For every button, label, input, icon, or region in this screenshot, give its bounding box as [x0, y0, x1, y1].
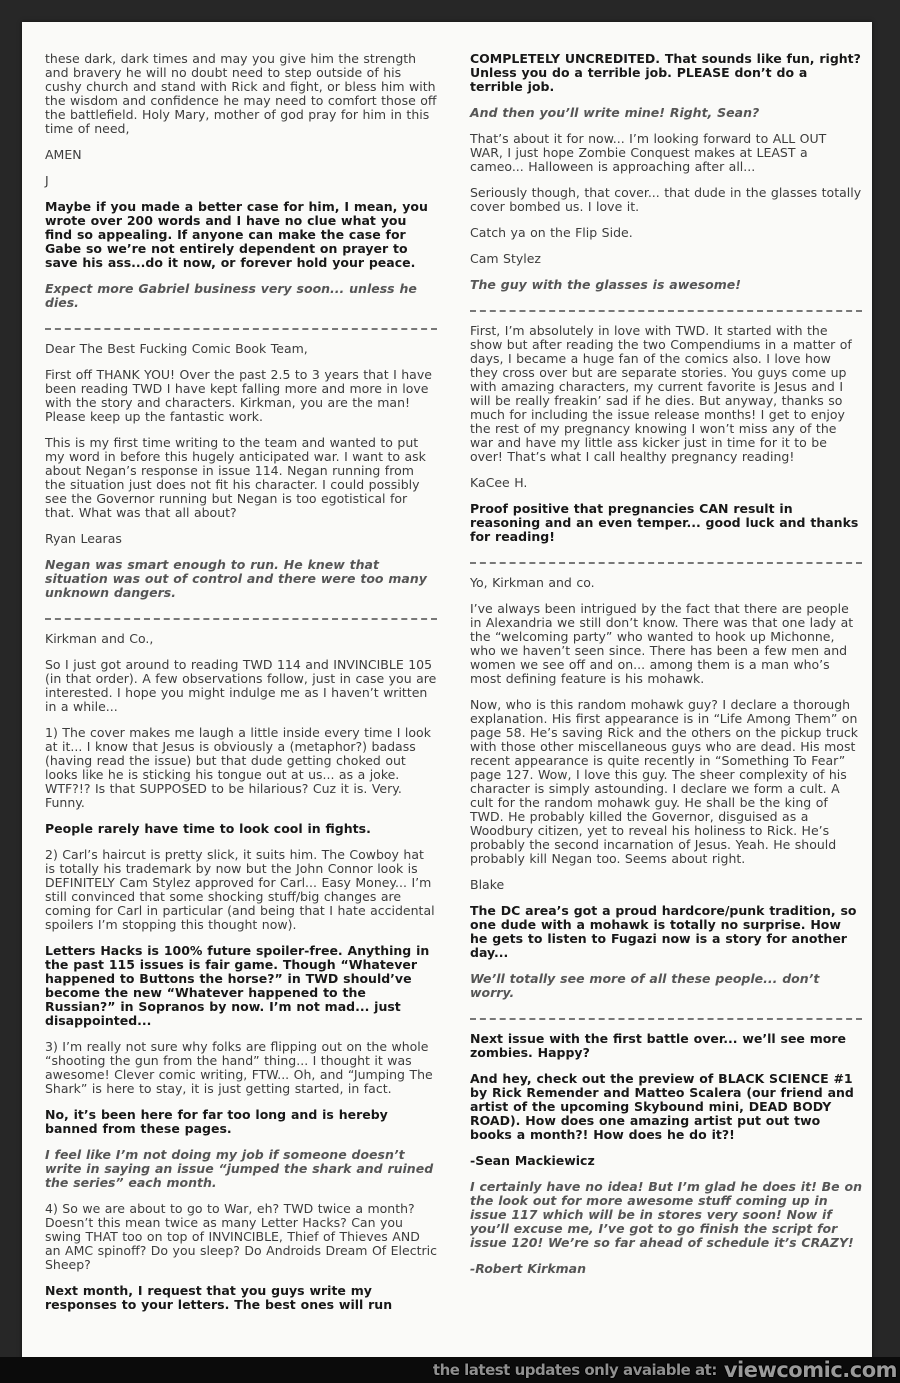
editor-response-bold: Letters Hacks is 100% future spoiler-free. Anything in the past 115 issues is fair game. Though “Whatever happened to Buttons the horse?” in TWD should’ve become the new “Whatever happened to the Russian?” in Sopranos by now. I’m not mad... just disappointed...: [45, 943, 430, 1028]
section-divider: [45, 612, 437, 620]
editor-response-bold: And hey, check out the preview of BLACK SCIENCE #1 by Rick Remender and Matteo Scalera (our friend and artist of the upcoming Skybound mini, DEAD BODY ROAD). How does one amazing artist put out two books a month?! How does he do it?!: [470, 1071, 854, 1142]
editor-response-bold: -Sean Mackiewicz: [470, 1153, 595, 1168]
editor-response-bold: Next issue with the first battle over... we’ll see more zombies. Happy?: [470, 1031, 847, 1060]
letter-paragraph: Now, who is this random mohawk guy? I declare a thorough explanation. His first appearance is in “Life Among Them” on page 58. He’s saving Rick and the others on the pickup truck with those other miscellaneous guys who are dead. His most recent appearance is quite recently in “Something To Fear” page 127. Wow, I love this guy. The sheer complexity of his character is simply astounding. I declare we form a cult. A cult for the random mohawk guy. He shall be the king of TWD. He probably killed the Governor, disguised as a Woodbury citizen, yet to reveal his holiness to Rick. He’s probably the second incarnation of Jesus. Yeah. He should probably kill Negan too. Seems about right.: [470, 697, 859, 866]
letter-paragraph: AMEN: [45, 147, 82, 162]
editor-response-bold: The DC area’s got a proud hardcore/punk tradition, so one dude with a mohawk is totally no surprise. How he gets to listen to Fugazi now is a story for another day...: [470, 903, 857, 960]
letters-page: [22, 22, 872, 1362]
right-column: [470, 52, 862, 1324]
editor-response-italic: I certainly have no idea! But I’m glad he does it! Be on the look out for more awesome stuff coming up in issue 117 which will be in stores very soon! Now if you’ll excuse me, I’ve got to go finish the script for issue 120! We’re so far ahead of schedule it’s CRAZY!: [470, 1179, 862, 1250]
section-divider: [45, 322, 437, 330]
letter-paragraph: Ryan Learas: [45, 531, 122, 546]
letter-paragraph: First, I’m absolutely in love with TWD. It started with the show but after reading the two Compendiums in a matter of days, I became a huge fan of the comics also. I love how they cross over but are separate stories. You guys come up with amazing characters, my current favorite is Jesus and I will be really freakin’ sad if he dies. But anyway, thanks so much for including the issue release months! I get to enjoy the rest of my pregnancy knowing I won’t miss any of the war and have my little ass kicker just in time for it to be over! That’s what I call healthy pregnancy reading!: [470, 323, 852, 464]
editor-response-italic: I feel like I’m not doing my job if someone doesn’t write in saying an issue “jumped the shark and ruined the series” each month.: [45, 1147, 434, 1190]
letter-paragraph: First off THANK YOU! Over the past 2.5 to 3 years that I have been reading TWD I have kept falling more and more in love with the story and characters. Kirkman, you are the man! Please keep up the fantastic work.: [45, 367, 432, 424]
watermark-site: viewcomic.com: [723, 1358, 897, 1382]
letter-paragraph: So I just got around to reading TWD 114 and INVINCIBLE 105 (in that order). A few observations follow, just in case you are interested. I hope you might indulge me as I haven’t written in a while...: [45, 657, 437, 714]
letter-paragraph: I’ve always been intrigued by the fact that there are people in Alexandria we still don’t know. There was that one lady at the “welcoming party” who wanted to hook up Michonne, who we haven’t seen since. There has been a few men and women we see off and on... among them is a man who’s most defining feature is his mohawk.: [470, 601, 854, 686]
letter-paragraph: 2) Carl’s haircut is pretty slick, it suits him. The Cowboy hat is totally his trademark by now but the John Connor look is DEFINITELY Cam Stylez approved for Carl... Easy Money... I’m still convinced that some shocking stuff/big changes are coming for Carl in particular (and being that I hate accidental spoilers I’m stopping this thought now).: [45, 847, 435, 932]
letter-paragraph: J: [45, 173, 49, 188]
editor-response-italic: -Robert Kirkman: [470, 1261, 587, 1276]
editor-response-italic: And then you’ll write mine! Right, Sean?: [470, 105, 760, 120]
editor-response-italic: Expect more Gabriel business very soon... unless he dies.: [45, 281, 417, 310]
editor-response-italic: The guy with the glasses is awesome!: [470, 277, 741, 292]
letter-paragraph: Seriously though, that cover... that dude in the glasses totally cover bombed us. I love it.: [470, 185, 862, 214]
letter-paragraph: Yo, Kirkman and co.: [470, 575, 595, 590]
letter-paragraph: Blake: [470, 877, 505, 892]
watermark-strip: [0, 1357, 900, 1383]
letter-paragraph: 1) The cover makes me laugh a little inside every time I look at it... I know that Jesus is obviously a (metaphor?) badass (having read the issue) but that dude getting choked out looks like he is sticking his tongue out at us... as a joke. WTF?!? Is that SUPPOSED to be hilarious? Cuz it is. Very. Funny.: [45, 725, 431, 810]
letter-paragraph: Cam Stylez: [470, 251, 541, 266]
editor-response-italic: Negan was smart enough to run. He knew that situation was out of control and there were too many unknown dangers.: [45, 557, 427, 600]
editor-response-bold: Next month, I request that you guys write my responses to your letters. The best ones will run: [45, 1283, 393, 1312]
section-divider: [470, 556, 862, 564]
editor-response-bold: No, it’s been here for far too long and is hereby banned from these pages.: [45, 1107, 388, 1136]
section-divider: [470, 304, 862, 312]
editor-response-bold: Proof positive that pregnancies CAN result in reasoning and an even temper... good luck and thanks for reading!: [470, 501, 859, 544]
letter-paragraph: This is my first time writing to the team and wanted to put my word in before this hugely anticipated war. I want to ask about Negan’s response in issue 114. Negan running from the situation just does not fit his character. I could possibly see the Governor running but Negan is too egotistical for that. What was that all about?: [45, 435, 426, 520]
editor-response-bold: People rarely have time to look cool in fights.: [45, 821, 371, 836]
letter-paragraph: Kirkman and Co.,: [45, 631, 154, 646]
letter-paragraph: That’s about it for now... I’m looking forward to ALL OUT WAR, I just hope Zombie Conquest makes at LEAST a cameo... Halloween is approaching after all...: [470, 131, 827, 174]
watermark-text: the latest updates only avaiable at:: [432, 1361, 717, 1379]
editor-response-bold: COMPLETELY UNCREDITED. That sounds like fun, right? Unless you do a terrible job. PLEASE don’t do a terrible job.: [470, 51, 861, 94]
letter-paragraph: these dark, dark times and may you give him the strength and bravery he will no doubt need to step outside of his cushy church and stand with Rick and fight, or bless him with the wisdom and confidence he may need to comfort those off the battlefield. Holy Mary, mother of god pray for him in this time of need,: [45, 51, 437, 136]
letter-paragraph: Dear The Best Fucking Comic Book Team,: [45, 341, 308, 356]
letter-paragraph: KaCee H.: [470, 475, 528, 490]
editor-response-italic: We’ll totally see more of all these people... don’t worry.: [470, 971, 820, 1000]
letter-paragraph: 3) I’m really not sure why folks are flipping out on the whole “shooting the gun from the hand” thing... I thought it was awesome! Clever comic writing, FTW... Oh, and “Jumping The Shark” is here to stay, it is just getting started, in fact.: [45, 1039, 433, 1096]
letter-paragraph: Catch ya on the Flip Side.: [470, 225, 633, 240]
editor-response-bold: Maybe if you made a better case for him, I mean, you wrote over 200 words and I have no clue what you find so appealing. If anyone can make the case for Gabe so we’re not entirely dependent on prayer to save his ass...do it now, or forever hold your peace.: [45, 199, 428, 270]
section-divider: [470, 1012, 862, 1020]
left-column: [45, 52, 437, 1324]
two-column-layout: [45, 52, 862, 1324]
letter-paragraph: 4) So we are about to go to War, eh? TWD twice a month? Doesn’t this mean twice as many Letter Hacks? Can you swing THAT too on top of INVINCIBLE, Thief of Thieves AND an AMC spinoff? Do you sleep? Do Androids Dream Of Electric Sheep?: [45, 1201, 437, 1272]
